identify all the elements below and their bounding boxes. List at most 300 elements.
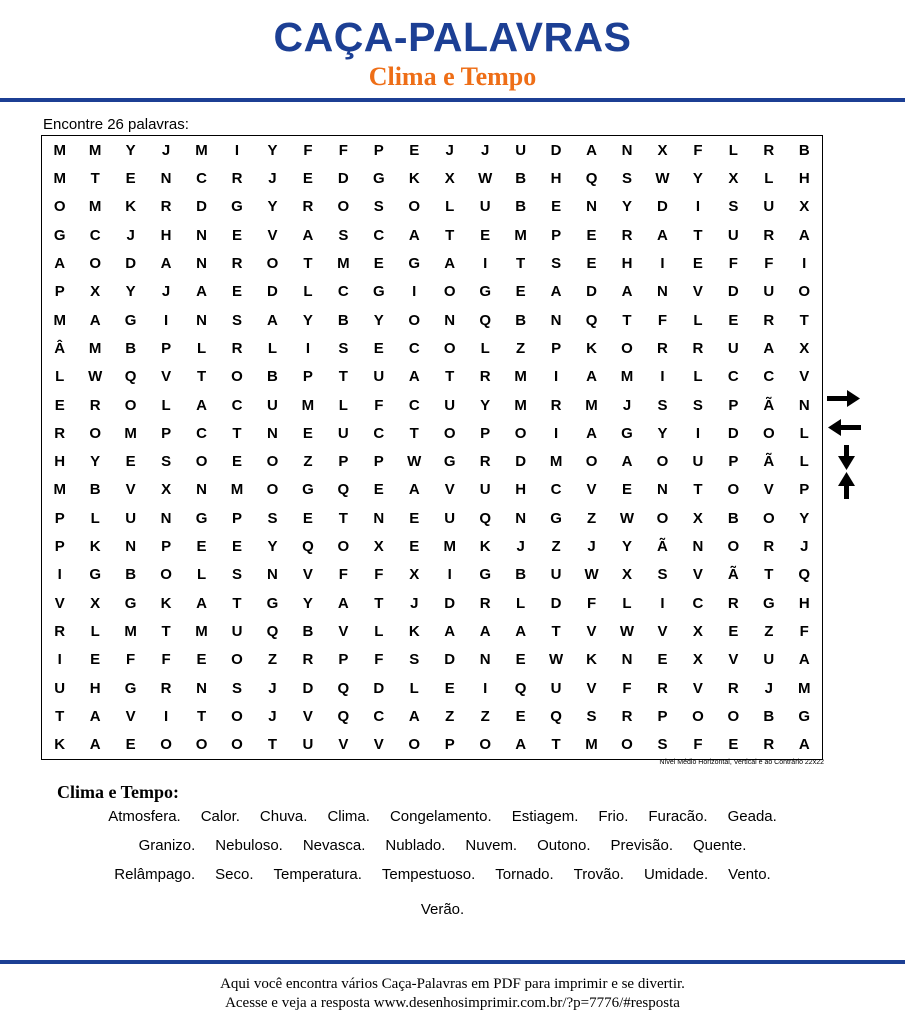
grid-cell: G [195, 509, 208, 527]
grid-cell: U [444, 396, 456, 414]
grid-cell: G [372, 283, 385, 301]
grid-cell: G [798, 708, 811, 726]
grid-cell: E [409, 538, 420, 556]
grid-cell: T [338, 509, 348, 527]
grid-cell: X [373, 538, 384, 556]
grid-cell: F [764, 254, 774, 272]
grid-cell: P [161, 538, 172, 556]
grid-cell: O [124, 396, 137, 414]
grid-cell: E [586, 226, 597, 244]
grid-cell: J [161, 141, 171, 159]
grid-cell: L [90, 509, 100, 527]
word-list-title: Clima e Tempo: [57, 782, 180, 802]
grid-cell: I [660, 254, 665, 272]
grid-cell: M [88, 198, 102, 216]
grid-cell: O [762, 509, 775, 527]
grid-cell: X [90, 594, 101, 612]
grid-cell: A [89, 736, 101, 754]
grid-cell: X [692, 623, 703, 641]
grid-cell: N [196, 254, 207, 272]
grid-cell: F [728, 254, 738, 272]
grid-cell: L [728, 141, 738, 159]
grid-cell: C [408, 396, 420, 414]
grid-cell: I [695, 198, 700, 216]
word-item: Quente. [693, 837, 747, 854]
grid-cell: W [478, 169, 493, 187]
grid-cell: T [196, 708, 207, 726]
grid-cell: Y [302, 311, 313, 329]
grid-cell: R [231, 169, 243, 187]
grid-cell: J [622, 396, 632, 414]
grid-cell: S [267, 509, 278, 527]
grid-cell: J [126, 226, 135, 244]
grid-cell: A [798, 736, 810, 754]
grid-cell: M [88, 339, 102, 357]
grid-cell: M [514, 396, 527, 414]
grid-cell: D [727, 283, 739, 301]
grid-cell: X [444, 169, 455, 187]
grid-cell: E [302, 169, 313, 187]
direction-legend [826, 385, 862, 500]
grid-cell: E [373, 339, 384, 357]
grid-cell: F [657, 311, 668, 329]
grid-cell: O [266, 481, 279, 499]
arrow-left-icon [828, 419, 861, 436]
grid-cell: T [196, 368, 207, 386]
grid-cell: P [161, 339, 172, 357]
grid-cell: G [266, 594, 279, 612]
grid-cell: S [231, 566, 242, 584]
grid-cell: A [408, 226, 420, 244]
grid-cell: O [195, 736, 208, 754]
grid-cell: X [621, 566, 632, 584]
word-item: Nuvem. [465, 837, 518, 854]
grid-cell: L [764, 169, 774, 187]
grid-cell: R [302, 651, 314, 669]
grid-cell: T [338, 368, 348, 386]
grid-cell: L [409, 679, 419, 697]
grid-cell: O [656, 453, 669, 471]
grid-cell: T [764, 566, 774, 584]
grid-cell: A [798, 651, 810, 669]
grid-cell: S [338, 226, 349, 244]
grid-cell: O [160, 566, 172, 584]
grid-cell: O [408, 736, 421, 754]
grid-cell: O [231, 736, 243, 754]
grid-cell: A [657, 226, 668, 244]
grid-cell: O [231, 368, 243, 386]
grid-cell: M [53, 169, 66, 187]
grid-cell: M [230, 481, 244, 499]
grid-cell: T [693, 481, 703, 499]
grid-cell: N [692, 538, 704, 556]
grid-cell: Ã [763, 453, 775, 471]
grid-cell: M [124, 623, 137, 641]
grid-cell: I [57, 651, 62, 669]
grid-cell: R [89, 396, 101, 414]
grid-cell: I [802, 254, 807, 272]
grid-cell: L [90, 623, 100, 641]
grid-cell: R [479, 453, 491, 471]
grid-cell: Z [267, 651, 278, 669]
word-item: Geada. [727, 808, 777, 825]
grid-cell: U [692, 453, 704, 471]
grid-cell: A [798, 226, 810, 244]
word-list [60, 808, 825, 918]
grid-cell: N [550, 311, 562, 329]
grid-cell: W [407, 453, 422, 471]
grid-cell: Y [125, 141, 136, 159]
grid-cell: F [374, 566, 384, 584]
grid-cell: N [267, 566, 278, 584]
grid-cell: R [54, 623, 66, 641]
grid-cell: X [799, 339, 810, 357]
grid-cell: E [373, 254, 384, 272]
grid-cell: A [586, 141, 597, 159]
grid-cell: E [302, 424, 313, 442]
grid-cell: M [620, 368, 634, 386]
word-item: Nebuloso. [215, 837, 283, 854]
grid-cell: P [54, 538, 65, 556]
grid-cell: D [302, 679, 314, 697]
grid-cell: L [799, 424, 809, 442]
grid-cell: K [54, 736, 66, 754]
grid-cell: O [195, 453, 208, 471]
grid-cell: T [516, 254, 526, 272]
grid-cell: G [124, 594, 137, 612]
grid-cell: O [727, 538, 740, 556]
grid-cell: M [301, 396, 315, 414]
grid-cell: W [549, 651, 564, 669]
grid-cell: R [692, 339, 704, 357]
word-item: Relâmpago. [114, 866, 196, 883]
grid-cell: C [89, 226, 101, 244]
grid-cell: G [443, 453, 456, 471]
grid-cell: L [516, 594, 526, 612]
grid-cell: S [373, 198, 384, 216]
grid-cell: N [196, 226, 207, 244]
grid-cell: Q [337, 679, 350, 697]
grid-cell: T [445, 368, 455, 386]
grid-cell: A [586, 424, 597, 442]
grid-cell: N [160, 169, 172, 187]
grid-cell: N [125, 538, 137, 556]
grid-cell: O [443, 283, 456, 301]
grid-cell: L [55, 368, 65, 386]
word-item: Vento. [728, 866, 771, 883]
grid-cell: J [587, 538, 596, 556]
grid-cell: R [763, 538, 775, 556]
grid-cell: C [373, 424, 385, 442]
grid-cell: J [445, 141, 454, 159]
grid-cell: V [657, 623, 668, 641]
grid-cell: Q [302, 538, 314, 556]
grid-cell: G [89, 566, 102, 584]
grid-cell: S [657, 736, 668, 754]
grid-cell: B [763, 708, 775, 726]
grid-cell: Q [585, 311, 598, 329]
word-item: Temperatura. [273, 866, 362, 883]
grid-cell: B [125, 566, 137, 584]
grid-cell: Y [267, 141, 278, 159]
grid-cell: C [727, 368, 739, 386]
grid-cell: D [657, 198, 668, 216]
grid-cell: S [621, 169, 632, 187]
grid-cell: B [515, 311, 527, 329]
grid-cell: I [554, 424, 559, 442]
grid-cell: N [657, 283, 668, 301]
grid-cell: Q [479, 311, 492, 329]
grid-cell: Ã [727, 566, 739, 584]
grid-cell: O [762, 424, 775, 442]
grid-cell: O [337, 198, 350, 216]
grid-cell: V [338, 623, 349, 641]
grid-cell: O [443, 339, 456, 357]
grid-cell: T [409, 424, 419, 442]
grid-cell: E [728, 736, 739, 754]
grid-cell: B [267, 368, 278, 386]
grid-cell: R [763, 141, 775, 159]
grid-cell: X [692, 651, 703, 669]
grid-cell: Z [586, 509, 597, 527]
grid-cell: O [53, 198, 66, 216]
grid-cell: P [444, 736, 455, 754]
grid-cell: Q [550, 708, 562, 726]
grid-cell: P [161, 424, 172, 442]
grid-cell: T [267, 736, 278, 754]
grid-cell: F [338, 141, 348, 159]
grid-cell: X [799, 198, 810, 216]
grid-cell: O [266, 254, 279, 272]
grid-cell: E [373, 481, 384, 499]
word-item: Seco. [215, 866, 254, 883]
grid-cell: Y [657, 424, 668, 442]
header-divider [0, 98, 905, 102]
grid-cell: N [798, 396, 810, 414]
grid-cell: M [88, 141, 102, 159]
grid-cell: N [621, 141, 633, 159]
grid-cell: U [763, 198, 775, 216]
grid-cell: V [338, 736, 349, 754]
grid-cell: P [799, 481, 810, 499]
grid-cell: T [551, 736, 561, 754]
grid-cell: G [762, 594, 775, 612]
grid-cell: M [124, 424, 137, 442]
grid-cell: A [621, 453, 633, 471]
grid-cell: V [302, 708, 313, 726]
word-item: Nublado. [385, 837, 446, 854]
grid-cell: E [54, 396, 65, 414]
grid-cell: A [444, 623, 456, 641]
grid-cell: J [800, 538, 809, 556]
grid-cell: S [692, 396, 703, 414]
grid-cell: F [799, 623, 809, 641]
word-item: Outono. [537, 837, 591, 854]
grid-cell: L [161, 396, 171, 414]
grid-cell: V [586, 623, 597, 641]
grid-cell: U [727, 226, 739, 244]
grid-cell: E [231, 538, 242, 556]
grid-cell: A [444, 254, 456, 272]
grid-cell: C [231, 396, 243, 414]
grid-cell: U [763, 283, 775, 301]
grid-cell: A [267, 311, 278, 329]
word-item: Furacão. [648, 808, 708, 825]
grid-cell: N [373, 509, 385, 527]
grid-cell: G [479, 283, 492, 301]
grid-cell: F [161, 651, 171, 669]
grid-cell: T [551, 623, 561, 641]
grid-cell: A [479, 623, 491, 641]
grid-cell: E [515, 283, 526, 301]
grid-cell: D [550, 141, 562, 159]
grid-cell: A [54, 254, 66, 272]
grid-cell: W [655, 169, 670, 187]
grid-cell: E [231, 226, 242, 244]
grid-cell: V [373, 736, 384, 754]
grid-cell: V [586, 481, 597, 499]
grid-cell: Y [125, 283, 136, 301]
grid-cell: T [622, 311, 632, 329]
grid-cell: C [373, 226, 385, 244]
grid-cell: E [125, 169, 136, 187]
grid-cell: E [231, 453, 242, 471]
grid-cell: P [338, 651, 349, 669]
grid-cell: Q [514, 679, 527, 697]
grid-cell: F [303, 141, 313, 159]
grid-cell: V [763, 481, 774, 499]
word-item: Nevasca. [302, 837, 366, 854]
grid-cell: G [124, 311, 137, 329]
grid-cell: V [586, 679, 597, 697]
page-subtitle: Clima e Tempo [368, 62, 537, 91]
grid-cell: K [408, 169, 420, 187]
grid-cell: R [550, 396, 562, 414]
grid-cell: G [621, 424, 633, 442]
grid-cell: H [160, 226, 172, 244]
grid-cell: C [408, 339, 420, 357]
grid-cell: D [550, 594, 562, 612]
footer-line-1: Aqui você encontra vários Caça-Palavras em PDF para imprimir e se divertir. [220, 976, 685, 992]
grid-cell: G [550, 509, 562, 527]
grid-cell: I [305, 339, 310, 357]
grid-cell: J [481, 141, 490, 159]
grid-cell: O [266, 453, 279, 471]
grid-cell: J [268, 169, 277, 187]
grid-cell: E [196, 538, 207, 556]
grid-cell: Q [337, 481, 350, 499]
grid-cell: U [727, 339, 739, 357]
grid-cell: T [232, 424, 242, 442]
grid-cell: A [337, 594, 349, 612]
grid-cell: U [267, 396, 278, 414]
grid-cell: R [160, 679, 172, 697]
grid-cell: Y [692, 169, 703, 187]
grid-cell: S [551, 254, 562, 272]
grid-cell: I [164, 708, 169, 726]
grid-cell: K [125, 198, 137, 216]
grid-cell: F [693, 736, 703, 754]
grid-cell: C [550, 481, 562, 499]
word-item: Previsão. [610, 837, 674, 854]
grid-cell: S [161, 453, 172, 471]
grid-cell: D [444, 594, 456, 612]
grid-cell: P [728, 453, 739, 471]
grid-cell: O [692, 708, 704, 726]
grid-cell: T [445, 226, 455, 244]
grid-cell: O [585, 453, 598, 471]
grid-cell: S [586, 708, 597, 726]
grid-cell: N [267, 424, 278, 442]
grid-cell: L [267, 339, 278, 357]
grid-cell: Y [267, 198, 278, 216]
arrow-down-icon [838, 445, 855, 470]
grid-cell: O [656, 509, 669, 527]
grid-cell: L [799, 453, 809, 471]
grid-cell: R [54, 424, 66, 442]
grid-cell: A [160, 254, 172, 272]
word-item: Chuva. [259, 808, 308, 825]
word-item: Tempestuoso. [381, 866, 476, 883]
grid-cell: O [798, 283, 811, 301]
grid-cell: I [483, 679, 488, 697]
grid-cell: U [231, 623, 243, 641]
grid-cell: A [408, 481, 420, 499]
grid-cell: D [196, 198, 207, 216]
grid-cell: L [374, 623, 384, 641]
grid-cell: V [692, 566, 703, 584]
grid-cell: R [763, 311, 775, 329]
grid-cell: I [412, 283, 417, 301]
grid-cell: O [89, 254, 102, 272]
grid-cell: F [338, 566, 348, 584]
grid-cell: R [302, 198, 314, 216]
grid-cell: M [443, 538, 456, 556]
grid-cell: O [408, 198, 421, 216]
grid-cell: U [373, 368, 385, 386]
grid-cell: Y [267, 538, 278, 556]
grid-cell: S [231, 311, 242, 329]
grid-cell: H [89, 679, 101, 697]
grid-cell: B [125, 339, 137, 357]
grid-cell: O [231, 708, 243, 726]
grid-cell: U [479, 481, 491, 499]
grid-cell: G [479, 566, 492, 584]
grid-cell: X [161, 481, 172, 499]
grid-cell: X [90, 283, 101, 301]
grid-cell: S [728, 198, 739, 216]
grid-cell: E [480, 226, 491, 244]
grid-cell: E [409, 141, 420, 159]
grid-cell: M [585, 396, 598, 414]
grid-cell: M [195, 623, 208, 641]
grid-cell: A [302, 226, 314, 244]
grid-cell: P [728, 396, 739, 414]
grid-cell: U [54, 679, 66, 697]
grid-cell: V [799, 368, 810, 386]
grid-cell: B [798, 141, 810, 159]
grid-cell: A [586, 368, 597, 386]
grid-cell: T [55, 708, 65, 726]
grid-cell: J [268, 679, 277, 697]
grid-cell: O [621, 736, 633, 754]
word-item: Frio. [598, 808, 629, 825]
grid-cell: R [763, 226, 775, 244]
grid-cell: N [196, 481, 207, 499]
grid-cell: R [231, 339, 243, 357]
word-item: Umidade. [643, 866, 709, 883]
grid-cell: Z [516, 339, 526, 357]
